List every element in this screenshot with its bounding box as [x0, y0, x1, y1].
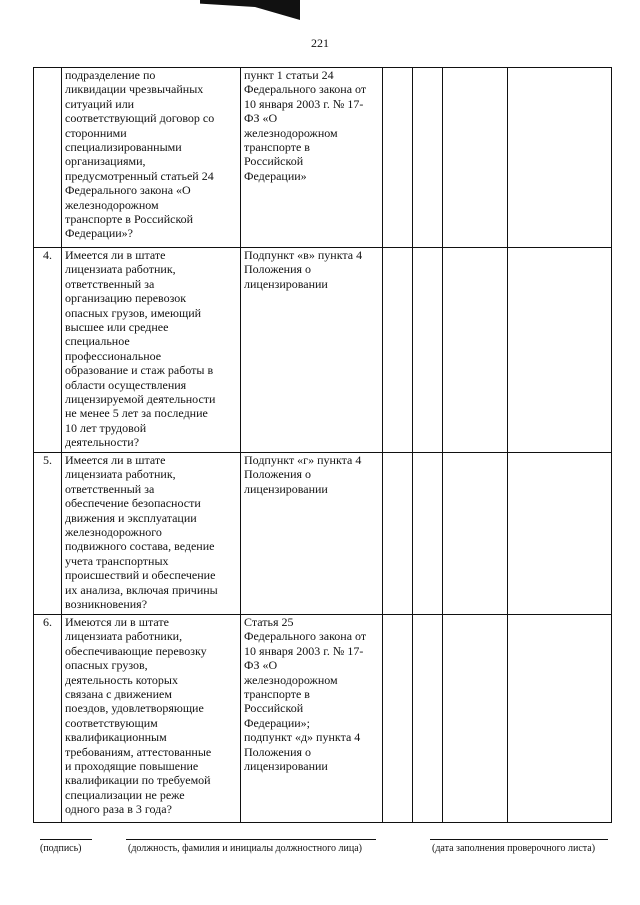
date-filled-caption: (дата заполнения проверочного листа): [432, 843, 596, 854]
question-line: железнодорожном: [65, 197, 159, 212]
reference-line: транспорте в: [244, 140, 310, 155]
reference-line: 10 января 2003 г. № 17-: [244, 96, 364, 111]
question-cell: [62, 615, 241, 823]
question-line: профессиональное: [65, 348, 162, 363]
question-line: квалификационным: [65, 730, 167, 745]
reference-line: Положения о: [244, 262, 312, 277]
question-line: 10 лет трудовой: [65, 420, 147, 435]
reference-line: подпункт «д» пункта 4: [244, 730, 361, 745]
question-line: Имеются ли в штате: [65, 615, 169, 629]
reference-cell: [241, 248, 383, 453]
reference-line: Статья 25: [244, 615, 294, 629]
row-number: 6.: [34, 615, 62, 823]
question-line: подразделение по: [65, 68, 156, 82]
question-cell: [62, 453, 241, 615]
reference-line: лицензировании: [244, 481, 328, 496]
reference-line: Российской: [244, 701, 304, 716]
question-line: транспорте в Российской: [65, 212, 194, 227]
question-line: Имеется ли в штате: [65, 453, 166, 467]
question-line: ситуаций или: [65, 96, 135, 111]
reference-line: Федерального закона от: [244, 82, 367, 97]
not-applicable-cell[interactable]: [443, 615, 508, 823]
not-applicable-cell[interactable]: [443, 453, 508, 615]
notes-cell[interactable]: [508, 68, 612, 248]
answer-no-cell[interactable]: [413, 615, 443, 823]
question-line: Федерации»?: [65, 226, 133, 241]
notes-cell[interactable]: [508, 615, 612, 823]
question-line: обеспечивающие перевозку: [65, 643, 207, 658]
question-line: ликвидации чрезвычайных: [65, 82, 204, 97]
reference-line: 10 января 2003 г. № 17-: [244, 643, 364, 658]
question-line: ответственный за: [65, 481, 155, 496]
reference-line: Федерации»;: [244, 715, 311, 730]
question-line: обеспечение безопасности: [65, 496, 201, 511]
row-number: [34, 68, 62, 248]
reference-line: Федерации»: [244, 168, 307, 183]
question-line: железнодорожного: [65, 525, 162, 540]
question-line: специализированными: [65, 140, 182, 155]
reference-cell: [241, 68, 383, 248]
question-line: организациями,: [65, 154, 146, 169]
question-line: не менее 5 лет за последние: [65, 406, 208, 421]
table-row: [34, 248, 612, 453]
question-line: связана с движением: [65, 687, 172, 702]
date-filled-line: [430, 839, 608, 840]
position-name-line: [126, 839, 376, 840]
reference-line: транспорте в: [244, 687, 310, 702]
question-line: их анализа, включая причины: [65, 582, 218, 597]
question-cell: [62, 248, 241, 453]
signature-caption: (подпись): [40, 843, 82, 854]
position-name-caption: (должность, фамилия и инициалы должностного лица): [128, 843, 362, 854]
reference-cell: [241, 453, 383, 615]
reference-line: Российской: [244, 154, 304, 169]
reference-line: Положения о: [244, 744, 312, 759]
question-line: соответствующий договор со: [65, 111, 215, 126]
reference-line: лицензировании: [244, 759, 328, 774]
reference-line: Подпункт «в» пункта 4: [244, 248, 363, 262]
row-number: 5.: [34, 453, 62, 615]
question-line: опасных грузов,: [65, 658, 148, 673]
question-line: возникновения?: [65, 597, 148, 612]
question-line: учета транспортных: [65, 553, 169, 568]
answer-yes-cell[interactable]: [383, 248, 413, 453]
question-cell: [62, 68, 241, 248]
notes-cell[interactable]: [508, 248, 612, 453]
answer-yes-cell[interactable]: [383, 453, 413, 615]
question-line: образование и стаж работы в: [65, 363, 214, 378]
question-line: движения и эксплуатации: [65, 510, 197, 525]
question-line: соответствующим: [65, 715, 158, 730]
question-line: ответственный за: [65, 276, 155, 291]
question-line: области осуществления: [65, 377, 187, 392]
question-line: происшествий и обеспечение: [65, 568, 216, 583]
reference-line: ФЗ «О: [244, 658, 278, 673]
reference-line: железнодорожном: [244, 672, 338, 687]
question-line: деятельности?: [65, 435, 140, 450]
question-line: деятельность которых: [65, 672, 178, 687]
reference-cell: [241, 615, 383, 823]
question-line: специализации не реже: [65, 787, 185, 802]
question-line: Федерального закона «О: [65, 183, 191, 198]
question-line: лицензиата работник,: [65, 467, 176, 482]
checklist-table: [33, 67, 612, 823]
reference-line: Положения о: [244, 467, 312, 482]
question-line: лицензиата работники,: [65, 629, 183, 644]
table-row: [34, 615, 612, 823]
question-line: требованиям, аттестованные: [65, 744, 212, 759]
answer-yes-cell[interactable]: [383, 68, 413, 248]
question-line: Имеется ли в штате: [65, 248, 166, 262]
reference-line: Федерального закона от: [244, 629, 367, 644]
reference-line: Подпункт «г» пункта 4: [244, 453, 362, 467]
answer-no-cell[interactable]: [413, 248, 443, 453]
scan-artifact: [200, 0, 300, 20]
signature-line: [40, 839, 92, 840]
not-applicable-cell[interactable]: [443, 248, 508, 453]
question-line: квалификации по требуемой: [65, 773, 211, 788]
question-line: поездов, удовлетворяющие: [65, 701, 204, 716]
row-number: 4.: [34, 248, 62, 453]
question-line: лицензиата работник,: [65, 262, 176, 277]
answer-no-cell[interactable]: [413, 453, 443, 615]
not-applicable-cell[interactable]: [443, 68, 508, 248]
question-line: высшее или среднее: [65, 320, 169, 335]
question-line: подвижного состава, ведение: [65, 539, 215, 554]
question-line: опасных грузов, имеющий: [65, 305, 202, 320]
question-line: организацию перевозок: [65, 291, 187, 306]
notes-cell[interactable]: [508, 453, 612, 615]
reference-line: ФЗ «О: [244, 111, 278, 126]
page-number: 221: [311, 36, 329, 50]
question-line: лицензируемой деятельности: [65, 392, 216, 407]
question-line: предусмотренный статьей 24: [65, 168, 214, 183]
answer-yes-cell[interactable]: [383, 615, 413, 823]
question-line: одного раза в 3 года?: [65, 802, 172, 817]
checklist-table-body: [34, 68, 612, 823]
question-line: специальное: [65, 334, 130, 349]
question-line: сторонними: [65, 125, 127, 140]
table-row: [34, 68, 612, 248]
table-row: [34, 453, 612, 615]
reference-line: лицензировании: [244, 276, 328, 291]
answer-no-cell[interactable]: [413, 68, 443, 248]
reference-line: пункт 1 статьи 24: [244, 68, 334, 82]
reference-line: железнодорожном: [244, 125, 338, 140]
question-line: и проходящие повышение: [65, 759, 199, 774]
